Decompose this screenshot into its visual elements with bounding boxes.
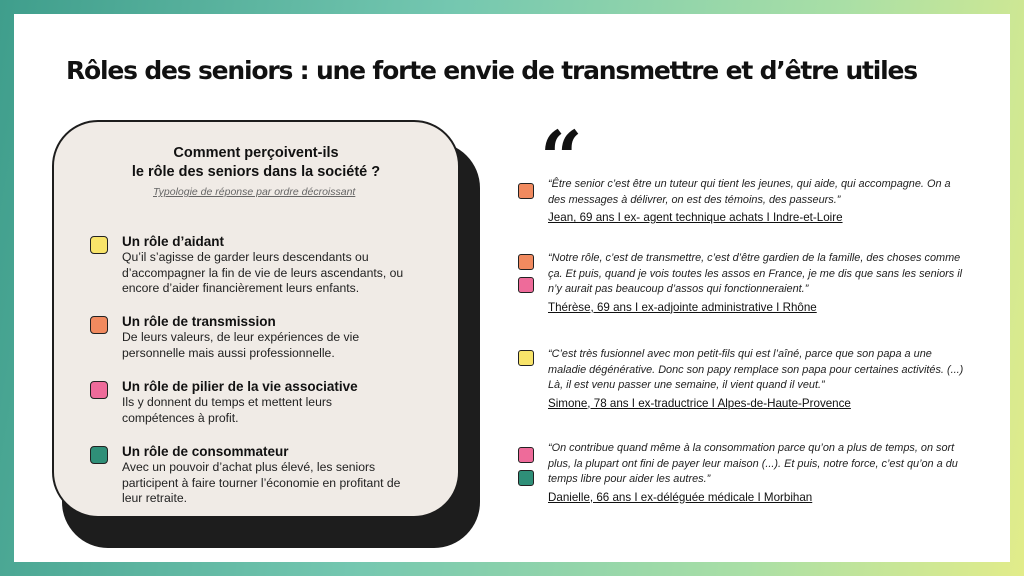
testimonial [548,251,968,316]
orange-square-icon [90,316,108,334]
testimonial-text: “Être senior c’est être un tuteur qui tient les jeunes, qui aide, qui accompagne. On a des messages à délivrer, on est des témoins, des passeurs.” [548,178,951,206]
role-title: Un rôle de pilier de la vie associative [122,379,358,394]
pink-square-icon [90,381,108,399]
testimonial-text: “On contribue quand même à la consommation parce qu’on a plus de temps, on sort plus, la plupart ont fini de payer leur maison (...). Et puis, notre force, c’est qu’on a du temps libre pour aider les autres.” [548,442,958,485]
testimonial [548,347,968,412]
pink-square-icon [518,447,534,463]
testimonial-text: “C’est très fusionnel avec mon petit-fils qui est l’aîné, parce que son papa a une maladie dégénérative. Donc son papy remplace son papa pour certaines activités. (...) Là, il est venu passer une semaine, il vient quand il veut.” [548,348,964,391]
role-description: De leurs valeurs, de leur expériences de vie personnelle mais aussi professionnelle. [122,330,360,360]
role-title: Un rôle de transmission [122,314,276,329]
card-question-line-2: le rôle des seniors dans la société ? [131,164,381,180]
green-square-icon [518,470,534,486]
role-description: Ils y donnent du temps et mettent leurs compétences à profit. [122,395,333,425]
testimonial-author: Danielle, 66 ans I ex-déléguée médicale I Morbihan [548,490,813,504]
card-subtitle: Typologie de réponse par ordre décroissant [153,186,356,198]
role-title: Un rôle de consommateur [122,444,289,459]
card-question-line-1: Comment perçoivent-ils [173,145,339,161]
orange-square-icon [518,254,534,270]
green-square-icon [90,446,108,464]
role-description: Avec un pouvoir d’achat plus élevé, les seniors participent à faire tourner l’économie en profitant de leur retraite. [122,460,401,505]
testimonial [548,177,968,227]
yellow-square-icon [518,350,534,366]
pink-square-icon [518,277,534,293]
role-description: Qu’il s’agisse de garder leurs descendants ou d’accompagner la fin de vie de leurs ascendants, ou encore d’aider financièrement leurs enfants. [122,250,404,295]
page-title: Rôles des seniors : une forte envie de transmettre et d’être utiles [66,56,917,85]
slide [14,14,1010,562]
testimonial-author: Jean, 69 ans I ex- agent technique achats I Indre-et-Loire [548,211,843,224]
testimonial-text: “Notre rôle, c’est de transmettre, c’est d’être gardien de la famille, des choses comme ça. Et puis, quand je vois toutes les assos en France, je me dis que sans les seniors il n’y aurait pas beaucoup d’assos qui fonctionneraient.” [548,252,963,295]
yellow-square-icon [90,236,108,254]
testimonial-author: Thérèse, 69 ans I ex-adjointe administrative I Rhône [548,300,817,314]
role-title: Un rôle d’aidant [122,234,225,249]
orange-square-icon [518,183,534,199]
quotation-mark-icon: “ [540,116,583,202]
roles-card [52,120,460,518]
testimonial-author: Simone, 78 ans I ex-traductrice I Alpes-de-Haute-Provence [548,396,851,410]
card-question [54,144,458,182]
testimonial [548,441,968,506]
